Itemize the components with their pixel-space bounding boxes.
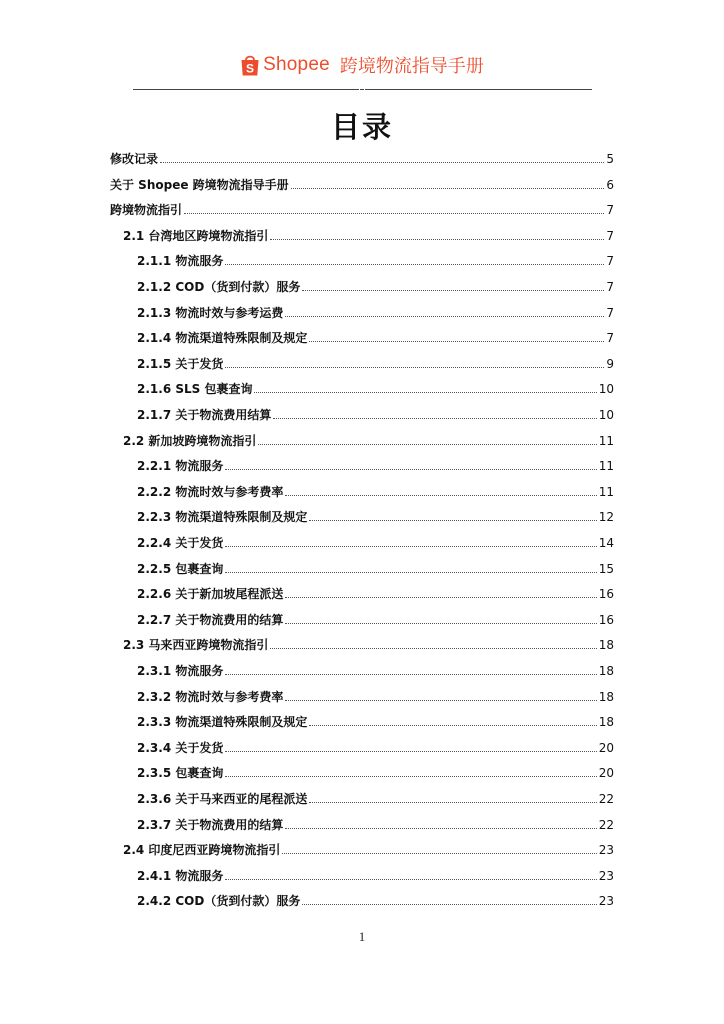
toc-entry-title: 跨境物流指引 <box>110 203 183 218</box>
toc-dot-leader <box>225 366 604 368</box>
toc-dot-leader <box>225 545 596 547</box>
toc-entry[interactable] <box>137 250 614 268</box>
toc-entry-page: 20 <box>598 740 614 755</box>
toc-entry-title: 2.2.1 物流服务 <box>137 459 224 474</box>
toc-entry-title: 2.1.5 关于发货 <box>137 356 224 371</box>
header-title: 跨境物流指导手册 <box>339 56 484 77</box>
toc-entry-title: 2.4.2 COD（货到付款）服务 <box>137 894 301 909</box>
toc-entry-page: 18 <box>598 689 614 704</box>
toc-entry[interactable] <box>137 711 614 729</box>
toc-dot-leader <box>285 699 596 701</box>
toc-entry-title: 2.3.3 物流渠道特殊限制及规定 <box>137 715 308 730</box>
toc-entry-page: 7 <box>606 280 614 294</box>
toc-dot-leader <box>258 443 596 445</box>
toc-entry-page: 22 <box>598 817 614 832</box>
toc-entry-title: 修改记录 <box>110 152 159 166</box>
toc-entry-page: 14 <box>598 536 614 550</box>
page-number: 1 <box>358 929 366 944</box>
toc-entry[interactable] <box>137 609 614 627</box>
toc-entry-page: 9 <box>606 356 614 371</box>
toc-entry-page: 7 <box>606 305 614 320</box>
toc-entry-title: 2.2.3 物流渠道特殊限制及规定 <box>137 510 308 525</box>
toc-dot-leader <box>270 647 596 649</box>
toc-entry[interactable] <box>123 430 614 448</box>
toc-entry-page: 5 <box>606 152 614 166</box>
toc-entry-title: 2.3 马来西亚跨境物流指引 <box>123 638 269 653</box>
toc-entry-title: 2.3.1 物流服务 <box>137 664 224 678</box>
toc-entry-page: 15 <box>598 561 614 576</box>
toc-entry[interactable] <box>137 353 614 371</box>
toc-title: 目录 <box>330 110 393 144</box>
toc-entry[interactable] <box>137 481 614 499</box>
toc-entry[interactable] <box>123 839 614 857</box>
toc-entry-title: 2.3.6 关于马来西亚的尾程派送 <box>137 792 308 806</box>
toc-dot-leader <box>273 417 596 419</box>
toc-entry-title: 2.1.2 COD（货到付款）服务 <box>137 280 301 294</box>
toc-entry-page: 10 <box>598 408 614 422</box>
toc-entry-page: 23 <box>598 843 614 858</box>
toc-entry[interactable] <box>137 506 614 524</box>
toc-dot-leader <box>225 263 604 265</box>
toc-entry-title: 2.1.4 物流渠道特殊限制及规定 <box>137 331 308 346</box>
toc-entry[interactable] <box>137 532 614 550</box>
toc-entry-page: 7 <box>606 203 614 218</box>
toc-dot-leader <box>302 903 596 905</box>
toc-entry-page: 18 <box>598 638 614 653</box>
toc-entry-page: 11 <box>598 433 614 448</box>
toc-entry-title: 2.2.7 关于物流费用的结算 <box>137 612 284 627</box>
page-header <box>0 52 724 78</box>
toc-dot-leader <box>285 494 596 496</box>
toc-entry[interactable] <box>110 148 614 166</box>
toc-entry[interactable] <box>137 583 614 601</box>
toc-entry-page: 20 <box>598 766 614 781</box>
toc-entry-title: 2.1.3 物流时效与参考运费 <box>137 305 284 320</box>
header-divider-mark <box>359 87 365 92</box>
toc-entry-title: 2.3.7 关于物流费用的结算 <box>137 817 284 832</box>
toc-entry-page: 16 <box>598 612 614 627</box>
toc-dot-leader <box>270 238 604 240</box>
shopping-bag-icon <box>240 53 260 77</box>
toc-entry[interactable] <box>123 634 614 652</box>
toc-dot-leader <box>291 187 605 189</box>
toc-entry[interactable] <box>137 788 614 806</box>
toc-entry-title: 2.3.5 包裹查询 <box>137 766 224 781</box>
toc-entry[interactable] <box>137 686 614 704</box>
toc-entry[interactable] <box>137 558 614 576</box>
toc-entry-page: 16 <box>598 587 614 602</box>
toc-entry-page: 18 <box>598 715 614 730</box>
toc-entry-title: 2.1.7 关于物流费用结算 <box>137 408 272 422</box>
toc-dot-leader <box>282 852 596 854</box>
toc-entry[interactable] <box>137 378 614 396</box>
toc-entry-page: 22 <box>598 792 614 806</box>
toc-entry-title: 2.2.2 物流时效与参考费率 <box>137 484 284 499</box>
toc-entry-title: 2.3.2 物流时效与参考费率 <box>137 689 284 704</box>
toc-entry-page: 18 <box>598 664 614 678</box>
toc-dot-leader <box>309 340 604 342</box>
toc-dot-leader <box>225 878 596 880</box>
toc-entry[interactable] <box>137 762 614 780</box>
toc-dot-leader <box>285 596 596 598</box>
toc-entry-page: 23 <box>598 894 614 909</box>
toc-entry[interactable] <box>110 199 614 217</box>
toc-dot-leader <box>225 750 596 752</box>
toc-dot-leader <box>160 161 604 163</box>
toc-dot-leader <box>309 519 596 521</box>
toc-entry-page: 10 <box>598 382 614 397</box>
toc-dot-leader <box>285 622 596 624</box>
toc-dot-leader <box>309 801 596 803</box>
shopee-logo <box>240 53 330 77</box>
toc-entry-title: 2.3.4 关于发货 <box>137 740 224 755</box>
toc-entry[interactable] <box>137 814 614 832</box>
toc-dot-leader <box>225 468 596 470</box>
brand-name: Shopee <box>263 54 330 75</box>
toc-entry[interactable] <box>137 660 614 678</box>
toc-entry-title: 2.1 台湾地区跨境物流指引 <box>123 228 269 243</box>
toc-entry[interactable] <box>137 276 614 294</box>
toc-entry-title: 关于 Shopee 跨境物流指导手册 <box>110 177 289 192</box>
toc-dot-leader <box>254 391 596 393</box>
toc-entry[interactable] <box>137 865 614 883</box>
toc-entry[interactable] <box>137 737 614 755</box>
toc-entry-title: 2.2.5 包裹查询 <box>137 561 224 576</box>
toc-entry[interactable] <box>137 327 614 345</box>
toc-dot-leader <box>309 724 596 726</box>
toc-dot-leader <box>285 827 596 829</box>
toc-entry-page: 11 <box>598 459 614 474</box>
toc-entry-page: 6 <box>606 177 614 192</box>
toc-dot-leader <box>225 673 596 675</box>
toc-entry-title: 2.2 新加坡跨境物流指引 <box>123 433 257 448</box>
toc-entry[interactable] <box>137 404 614 422</box>
toc-entry[interactable] <box>137 890 614 908</box>
toc-dot-leader <box>285 315 604 317</box>
logo-letter: S <box>246 61 255 76</box>
toc-entry-page: 7 <box>606 331 614 346</box>
toc-entry-page: 12 <box>598 510 614 525</box>
toc-entry[interactable] <box>137 455 614 473</box>
toc-entry-title: 2.1.1 物流服务 <box>137 254 224 269</box>
toc-entry-title: 2.4.1 物流服务 <box>137 868 224 883</box>
toc-entry[interactable] <box>137 302 614 320</box>
toc-entry-page: 11 <box>598 484 614 499</box>
toc-entry-title: 2.4 印度尼西亚跨境物流指引 <box>123 843 281 858</box>
toc-entry-page: 23 <box>598 868 614 883</box>
toc-dot-leader <box>184 212 604 214</box>
toc-entry-page: 7 <box>606 228 614 243</box>
toc-dot-leader <box>302 289 604 291</box>
toc-entry-title: 2.2.6 关于新加坡尾程派送 <box>137 587 284 602</box>
toc-entry-page: 7 <box>606 254 614 269</box>
toc-entry-title: 2.1.6 SLS 包裹查询 <box>137 382 253 397</box>
toc-entry[interactable] <box>110 174 614 192</box>
toc-dot-leader <box>225 571 596 573</box>
toc-entry[interactable] <box>123 225 614 243</box>
toc-dot-leader <box>225 775 596 777</box>
toc-entry-title: 2.2.4 关于发货 <box>137 536 224 550</box>
